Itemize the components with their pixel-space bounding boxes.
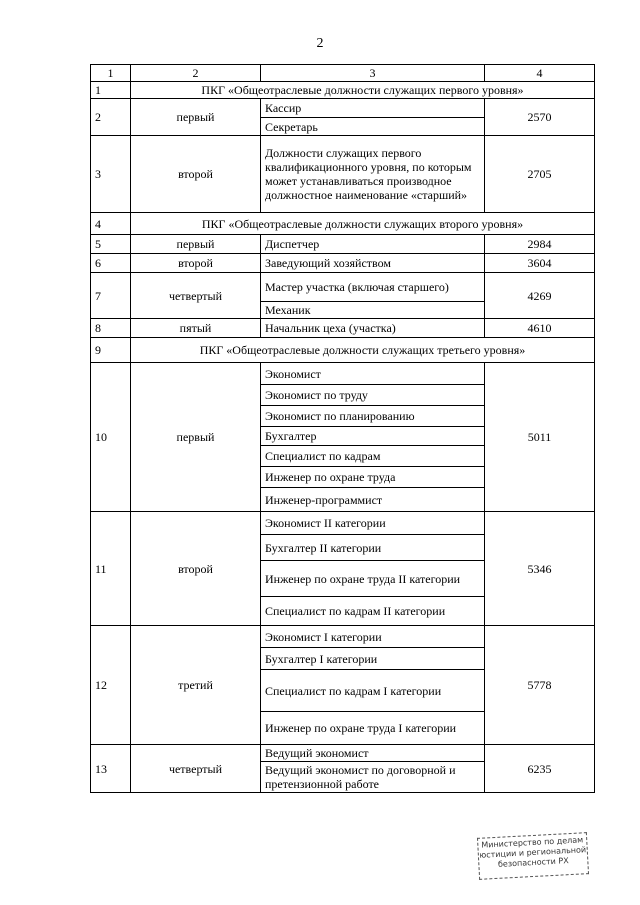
group-title: ПКГ «Общеотраслевые должности служащих третьего уровня» [131,338,595,363]
position-name: Специалист по кадрам II категории [261,597,485,626]
qualification-level: второй [131,512,261,626]
row-number: 10 [91,363,131,512]
row-number: 13 [91,745,131,793]
position-name: Ведущий экономист по договорной и претензионной работе [261,762,485,793]
position-name: Секретарь [261,118,485,136]
salary-value: 5011 [485,363,595,512]
salary-value: 2570 [485,99,595,136]
ministry-stamp: Министерство по делам юстиции и региональной безопасности РХ [477,832,589,880]
position-name: Специалист по кадрам I категории [261,670,485,712]
row-number: 5 [91,235,131,254]
position-name: Экономист по труду [261,385,485,406]
position-name: Экономист по планированию [261,406,485,427]
qualification-level: первый [131,363,261,512]
position-name: Бухгалтер I категории [261,648,485,670]
qualification-level: четвертый [131,273,261,319]
row-number: 11 [91,512,131,626]
group-row [91,213,595,235]
salary-value: 2984 [485,235,595,254]
position-name: Заведующий хозяйством [261,254,485,273]
table-row [91,512,595,535]
qualification-level: первый [131,235,261,254]
header-row [91,65,595,82]
row-number: 7 [91,273,131,319]
row-number: 3 [91,136,131,213]
table-row [91,626,595,648]
qualification-level: второй [131,136,261,213]
header-cell: 4 [485,65,595,82]
salary-value: 5778 [485,626,595,745]
salary-value: 6235 [485,745,595,793]
position-name: Инженер по охране труда [261,467,485,488]
table-row [91,319,595,338]
position-name: Бухгалтер II категории [261,535,485,561]
salary-table [90,64,595,793]
position-name: Инженер-программист [261,488,485,512]
qualification-level: второй [131,254,261,273]
position-name: Экономист II категории [261,512,485,535]
salary-value: 5346 [485,512,595,626]
position-name: Должности служащих первого квалификационного уровня, по которым может устанавливаться производное должностное наименование «старший» [261,136,485,213]
table-row [91,235,595,254]
header-cell: 1 [91,65,131,82]
qualification-level: третий [131,626,261,745]
position-name: Ведущий экономист [261,745,485,762]
position-name: Начальник цеха (участка) [261,319,485,338]
group-row [91,338,595,363]
table-row [91,363,595,385]
qualification-level: пятый [131,319,261,338]
qualification-level: первый [131,99,261,136]
row-number: 6 [91,254,131,273]
table-row [91,273,595,302]
header-cell: 2 [131,65,261,82]
header-cell: 3 [261,65,485,82]
position-name: Экономист I категории [261,626,485,648]
position-name: Механик [261,302,485,319]
group-title: ПКГ «Общеотраслевые должности служащих первого уровня» [131,82,595,99]
position-name: Инженер по охране труда II категории [261,561,485,597]
position-name: Специалист по кадрам [261,446,485,467]
table-row [91,745,595,762]
salary-value: 4610 [485,319,595,338]
salary-value: 4269 [485,273,595,319]
salary-value: 2705 [485,136,595,213]
qualification-level: четвертый [131,745,261,793]
position-name: Экономист [261,363,485,385]
row-number: 8 [91,319,131,338]
table-row [91,254,595,273]
page-number: 2 [316,36,324,51]
table-row [91,99,595,118]
row-number: 9 [91,338,131,363]
group-row [91,82,595,99]
position-name: Мастер участка (включая старшего) [261,273,485,302]
row-number: 12 [91,626,131,745]
row-number: 1 [91,82,131,99]
position-name: Инженер по охране труда I категории [261,712,485,745]
row-number: 4 [91,213,131,235]
group-title: ПКГ «Общеотраслевые должности служащих второго уровня» [131,213,595,235]
position-name: Бухгалтер [261,427,485,446]
salary-value: 3604 [485,254,595,273]
position-name: Кассир [261,99,485,118]
table-row [91,136,595,213]
row-number: 2 [91,99,131,136]
position-name: Диспетчер [261,235,485,254]
